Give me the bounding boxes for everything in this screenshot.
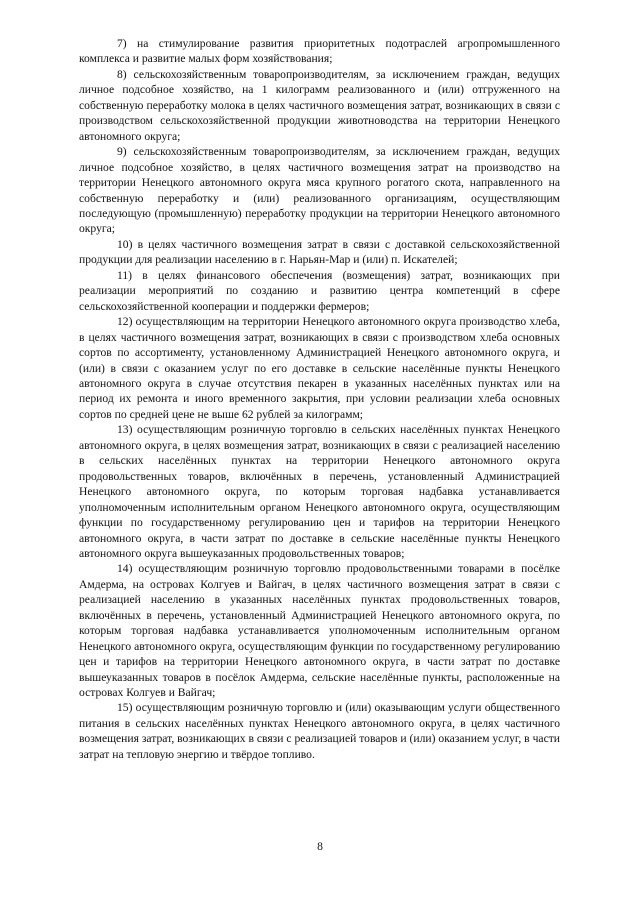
paragraph-item-12: 12) осуществляющим на территории Ненецкого автономного округа производство хлеба, в целях частичного возмещения затрат, возникающих в связи с производством хлеба основных сортов по ассортименту, установленному Администрацией Ненецкого автономного округа, и (или) в связи с оказанием услуг по его доставке в сельские населённые пункты Ненецкого автономного округа в случае отсутствия пекарен в указанных населённых пунктах или на период их ремонта и иного временного закрытия, при условии реализации хлеба основных сортов по средней цене не выше 62 рублей за килограмм;	[79, 315, 560, 421]
paragraph-item-13: 13) осуществляющим розничную торговлю в сельских населённых пунктах Ненецкого автономного округа, в целях возмещения затрат, возникающих в связи с реализацией населению в сельских населённых пунктах на территории Ненецкого автономного округа продовольственных товаров, включённых в перечень, установленный Администрацией Ненецкого автономного округа, по которым торговая надбавка устанавливается уполномоченным исполнительным органом Ненецкого автономного округа, осуществляющим функции по государственному регулированию цен и тарифов на территории Ненецкого автономного округа, в части затрат по доставке в сельские населённые пункты Ненецкого автономного округа вышеуказанных продовольственных товаров;	[79, 423, 560, 560]
document-body	[79, 36, 560, 762]
paragraph-item-7: 7) на стимулирование развития приоритетных подотраслей агропромышленного комплекса и развитие малых форм хозяйствования;	[79, 37, 560, 66]
paragraph-item-8: 8) сельскохозяйственным товаропроизводителям, за исключением граждан, ведущих личное подсобное хозяйство, на 1 килограмм реализованного и (или) отгруженного на собственную переработку молока в целях частичного возмещения затрат, возникающих в связи с производством сельскохозяйственной продукции животноводства на территории Ненецкого автономного округа;	[79, 67, 560, 143]
paragraph-item-14: 14) осуществляющим розничную торговлю продовольственными товарами в посёлке Амдерма, на островах Колгуев и Вайгач, в целях частичного возмещения затрат в связи с реализацией населению в указанных населённых пунктах продовольственных товаров, включённых в перечень, установленный Администрацией Ненецкого автономного округа, по которым торговая надбавка устанавливается уполномоченным исполнительным органом Ненецкого автономного округа, осуществляющим функции по государственному регулированию цен и тарифов на территории Ненецкого автономного округа, в части затрат по доставке вышеуказанных товаров в посёлок Амдерма, сельские населённые пункты, расположенные на островах Колгуев и Вайгач;	[79, 562, 560, 700]
paragraph-item-10: 10) в целях частичного возмещения затрат в связи с доставкой сельскохозяйственной продукции для реализации населению в г. Нарьян-Мар и (или) п. Искателей;	[79, 237, 560, 267]
paragraph-item-11: 11) в целях финансового обеспечения (возмещения) затрат, возникающих при реализации мероприятий по созданию и развитию центра компетенций в сфере сельскохозяйственной кооперации и поддержки фермеров;	[79, 268, 560, 313]
page-number: 8	[317, 840, 323, 853]
paragraph-item-15: 15) осуществляющим розничную торговлю и (или) оказывающим услуги общественного питания в сельских населённых пунктах Ненецкого автономного округа, в целях частичного возмещения затрат, возникающих в связи с реализацией товаров и (или) оказанием услуг, в части затрат на тепловую энергию и твёрдое топливо.	[79, 701, 560, 761]
paragraph-item-9: 9) сельскохозяйственным товаропроизводителям, за исключением граждан, ведущих личное подсобное хозяйство, в целях частичного возмещения затрат на производство на территории Ненецкого автономного округа мяса крупного рогатого скота, направленного на собственную переработку и (или) реализованного организациям, осуществляющим последующую (промышленную) переработку продукции на территории Ненецкого автономного округа;	[79, 145, 560, 236]
